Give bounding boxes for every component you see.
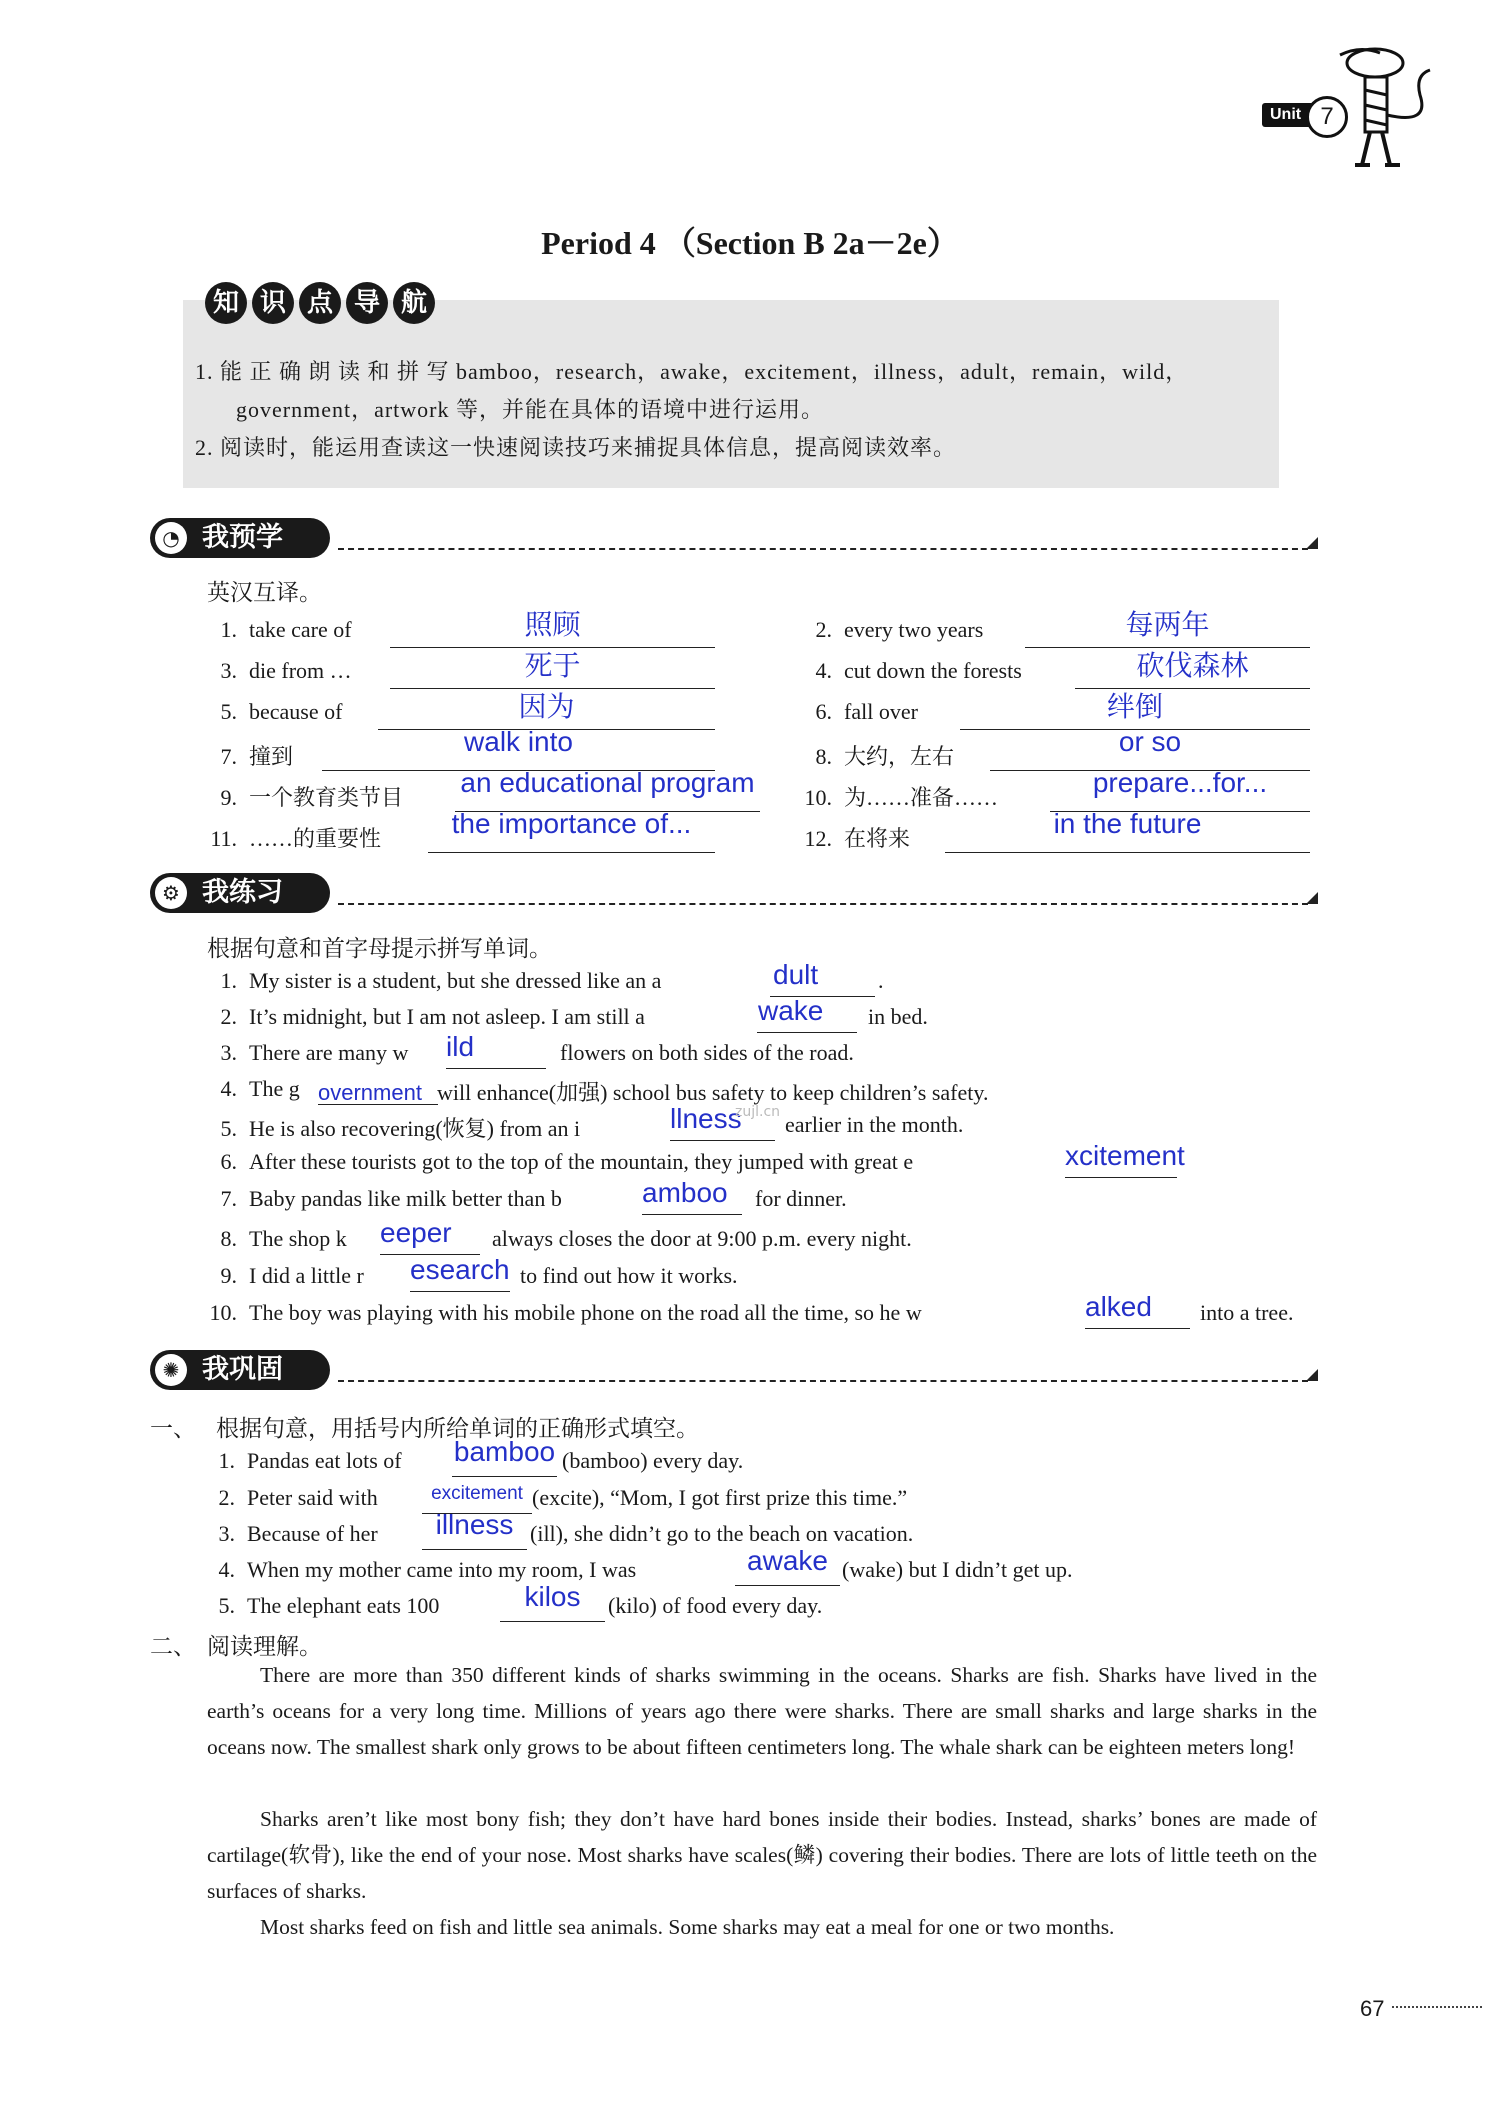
fill-item-5: 5. The elephant eats 100 xyxy=(218,1593,440,1618)
handwritten-answer: eeper xyxy=(380,1217,452,1248)
answer-line[interactable] xyxy=(428,852,715,853)
practice-item-8-tail: always closes the door at 9:00 p.m. every night. xyxy=(492,1226,912,1251)
handwritten-answer: or so xyxy=(1118,726,1182,757)
knowledge-line-1b: government，artwork 等，并能在具体的语境中进行运用。 xyxy=(236,397,824,422)
practice-item-5-tail: earlier in the month. xyxy=(785,1112,964,1137)
answer-line[interactable] xyxy=(410,1291,510,1292)
preview-item-12: 12. 在将来 xyxy=(804,826,911,851)
badge-char: 知 xyxy=(205,282,247,324)
handwritten-answer: 绊倒 xyxy=(1106,691,1163,722)
practice-item-3: 3. There are many w xyxy=(220,1040,409,1065)
handwritten-answer: an educational program xyxy=(460,767,755,798)
handwritten-answer: illness xyxy=(435,1509,514,1540)
section-preview-title: 我预学 xyxy=(202,522,283,553)
practice-item-8: 8. The shop k xyxy=(220,1226,347,1251)
lightbulb-icon: ✺ xyxy=(155,1354,187,1386)
badge-char: 航 xyxy=(393,282,435,324)
answer-line[interactable] xyxy=(642,1214,742,1215)
section-preview-heading xyxy=(150,518,330,558)
handwritten-answer: alked xyxy=(1085,1291,1152,1322)
handwritten-answer: in the future xyxy=(1053,808,1202,839)
handwritten-answer: 照顾 xyxy=(524,609,581,640)
answer-line[interactable] xyxy=(452,1476,557,1477)
handwritten-answer: ild xyxy=(446,1031,475,1062)
fill-item-4: 4. When my mother came into my room, I was xyxy=(218,1557,637,1582)
practice-item-9: 9. I did a little r xyxy=(220,1263,364,1288)
handwritten-answer: wake xyxy=(758,995,824,1026)
practice-item-10-tail: into a tree. xyxy=(1200,1300,1294,1325)
divider-end xyxy=(1306,892,1318,904)
preview-item-2: 2. every two years xyxy=(815,617,984,642)
handwritten-answer: overnment xyxy=(318,1080,422,1105)
handwritten-answer: 砍伐森林 xyxy=(1136,650,1249,681)
preview-item-11: 11. ……的重要性 xyxy=(210,826,382,851)
practice-instruction: 根据句意和首字母提示拼写单词。 xyxy=(207,936,552,962)
handwritten-answer: walk into xyxy=(464,726,573,757)
preview-item-6: 6. fall over xyxy=(815,699,918,724)
part1-label: 一、 xyxy=(150,1416,196,1442)
answer-line[interactable] xyxy=(500,1621,605,1622)
fill-item-2-tail: (excite), “Mom, I got first prize this time.” xyxy=(532,1485,908,1510)
page-arrow-icon xyxy=(1392,2006,1482,2008)
preview-item-4: 4. cut down the forests xyxy=(815,658,1022,683)
preview-instruction: 英汉互译。 xyxy=(207,580,322,606)
page-title: Period 4 （Section B 2a－2e） xyxy=(541,225,959,261)
handwritten-answer: awake xyxy=(747,1545,828,1576)
handwritten-answer: esearch xyxy=(410,1254,510,1285)
answer-line[interactable] xyxy=(735,1585,840,1586)
reading-paragraph-3: Most sharks feed on fish and little sea animals. Some sharks may eat a meal for one or two months. xyxy=(260,1915,1115,1939)
answer-line[interactable] xyxy=(446,1068,546,1069)
badge-char: 点 xyxy=(299,282,341,324)
preview-item-1: 1. take care of xyxy=(220,617,352,642)
practice-item-7-tail: for dinner. xyxy=(755,1186,847,1211)
unit-number: 7 xyxy=(1306,96,1348,138)
practice-item-6: 6. After these tourists got to the top of the mountain, they jumped with great e xyxy=(220,1149,914,1174)
handwritten-answer: dult xyxy=(773,959,819,990)
practice-item-9-tail: to find out how it works. xyxy=(520,1263,738,1288)
bicycle-icon: ⚙ xyxy=(155,877,187,909)
section-practice-heading xyxy=(150,873,330,913)
badge-char: 导 xyxy=(346,282,388,324)
divider xyxy=(338,548,1308,550)
answer-line[interactable] xyxy=(670,1140,775,1141)
badge-char: 识 xyxy=(252,282,294,324)
fill-item-3: 3. Because of her xyxy=(218,1521,378,1546)
knowledge-line-2: 2. 阅读时，能运用查读这一快速阅读技巧来捕捉具体信息，提高阅读效率。 xyxy=(195,435,957,460)
practice-item-5: 5. He is also recovering(恢复) from an i xyxy=(220,1116,581,1141)
preview-item-8: 8. 大约，左右 xyxy=(815,744,955,769)
answer-line[interactable] xyxy=(1085,1328,1190,1329)
page-number: 67 xyxy=(1360,1996,1385,2021)
part1-instruction: 根据句意，用括号内所给单词的正确形式填空。 xyxy=(216,1416,699,1442)
handwritten-answer: excitement xyxy=(431,1483,523,1504)
divider xyxy=(338,1380,1308,1382)
practice-item-2: 2. It’s midnight, but I am not asleep. I am still a xyxy=(220,1004,645,1029)
handwritten-answer: 死于 xyxy=(524,650,581,681)
divider-end xyxy=(1306,537,1318,549)
practice-item-4: 4. The g xyxy=(220,1076,300,1101)
reading-paragraph-1: There are more than 350 different kinds of sharks swimming in the oceans. Sharks are fish. Sharks have lived in the earth’s oceans for a very long time. Millions of years ago there were sharks. There are small sharks and large sharks in the oceans now. The smallest shark only grows to be about fifteen centimeters long. The whale shark can be eighteen meters long! xyxy=(207,1663,1317,1759)
divider xyxy=(338,903,1308,905)
handwritten-answer: prepare...for... xyxy=(1092,767,1268,798)
divider-end xyxy=(1306,1369,1318,1381)
answer-line[interactable] xyxy=(757,1032,857,1033)
practice-item-4-tail: will enhance(加强) school bus safety to keep children’s safety. xyxy=(437,1080,989,1105)
preview-item-5: 5. because of xyxy=(220,699,343,724)
unit-label: Unit xyxy=(1262,103,1334,127)
practice-item-3-tail: flowers on both sides of the road. xyxy=(560,1040,854,1065)
answer-line[interactable] xyxy=(945,852,1310,853)
handwritten-answer: bamboo xyxy=(453,1436,556,1467)
fill-item-4-tail: (wake) but I didn’t get up. xyxy=(842,1557,1073,1582)
section-consolidate-heading xyxy=(150,1350,330,1390)
clock-icon: ◔ xyxy=(155,522,187,554)
handwritten-answer: 因为 xyxy=(518,691,575,722)
part2-instruction: 阅读理解。 xyxy=(207,1634,322,1660)
handwritten-answer: 每两年 xyxy=(1125,609,1210,640)
handwritten-answer: xcitement xyxy=(1065,1140,1185,1171)
fill-item-5-tail: (kilo) of food every day. xyxy=(608,1593,823,1618)
handwritten-answer: llness xyxy=(670,1103,742,1134)
watermark: zujl.cn xyxy=(735,1104,781,1120)
handwritten-answer: kilos xyxy=(524,1581,581,1612)
fill-item-2: 2. Peter said with xyxy=(218,1485,378,1510)
section-consolidate-title: 我巩固 xyxy=(202,1354,283,1385)
preview-item-10: 10. 为……准备…… xyxy=(804,785,999,810)
reading-paragraph-2: Sharks aren’t like most bony fish; they don’t have hard bones inside their bodies. Instead, sharks’ bones are made of cartilage(软骨), like the end of your nose. Most sharks have scales(鳞) covering their bodies. There are lots of little teeth on the surfaces of sharks. xyxy=(207,1807,1317,1903)
practice-item-10: 10. The boy was playing with his mobile phone on the road all the time, so he w xyxy=(209,1300,922,1325)
fill-item-1: 1. Pandas eat lots of xyxy=(218,1448,402,1473)
knowledge-badge xyxy=(205,282,441,328)
preview-item-3: 3. die from … xyxy=(220,658,352,683)
practice-item-2-tail: in bed. xyxy=(868,1004,928,1029)
fill-item-3-tail: (ill), she didn’t go to the beach on vacation. xyxy=(530,1521,914,1546)
handwritten-answer: amboo xyxy=(642,1177,728,1208)
answer-line[interactable] xyxy=(1065,1177,1177,1178)
knowledge-line-1: 1. 能 正 确 朗 读 和 拼 写 bamboo，research，awake，excitement，illness，adult，remain，wild， xyxy=(195,359,1189,384)
handwritten-answer: the importance of... xyxy=(451,808,692,839)
practice-item-7: 7. Baby pandas like milk better than b xyxy=(220,1186,562,1211)
practice-item-1-tail: . xyxy=(878,968,884,993)
answer-line[interactable] xyxy=(422,1549,527,1550)
practice-item-1: 1. My sister is a student, but she dressed like an a xyxy=(220,968,662,993)
section-practice-title: 我练习 xyxy=(202,877,283,908)
part2-label: 二、 xyxy=(150,1634,196,1660)
preview-item-9: 9. 一个教育类节目 xyxy=(220,785,404,810)
preview-item-7: 7. 撞到 xyxy=(220,744,294,769)
fill-item-1-tail: (bamboo) every day. xyxy=(562,1448,744,1473)
